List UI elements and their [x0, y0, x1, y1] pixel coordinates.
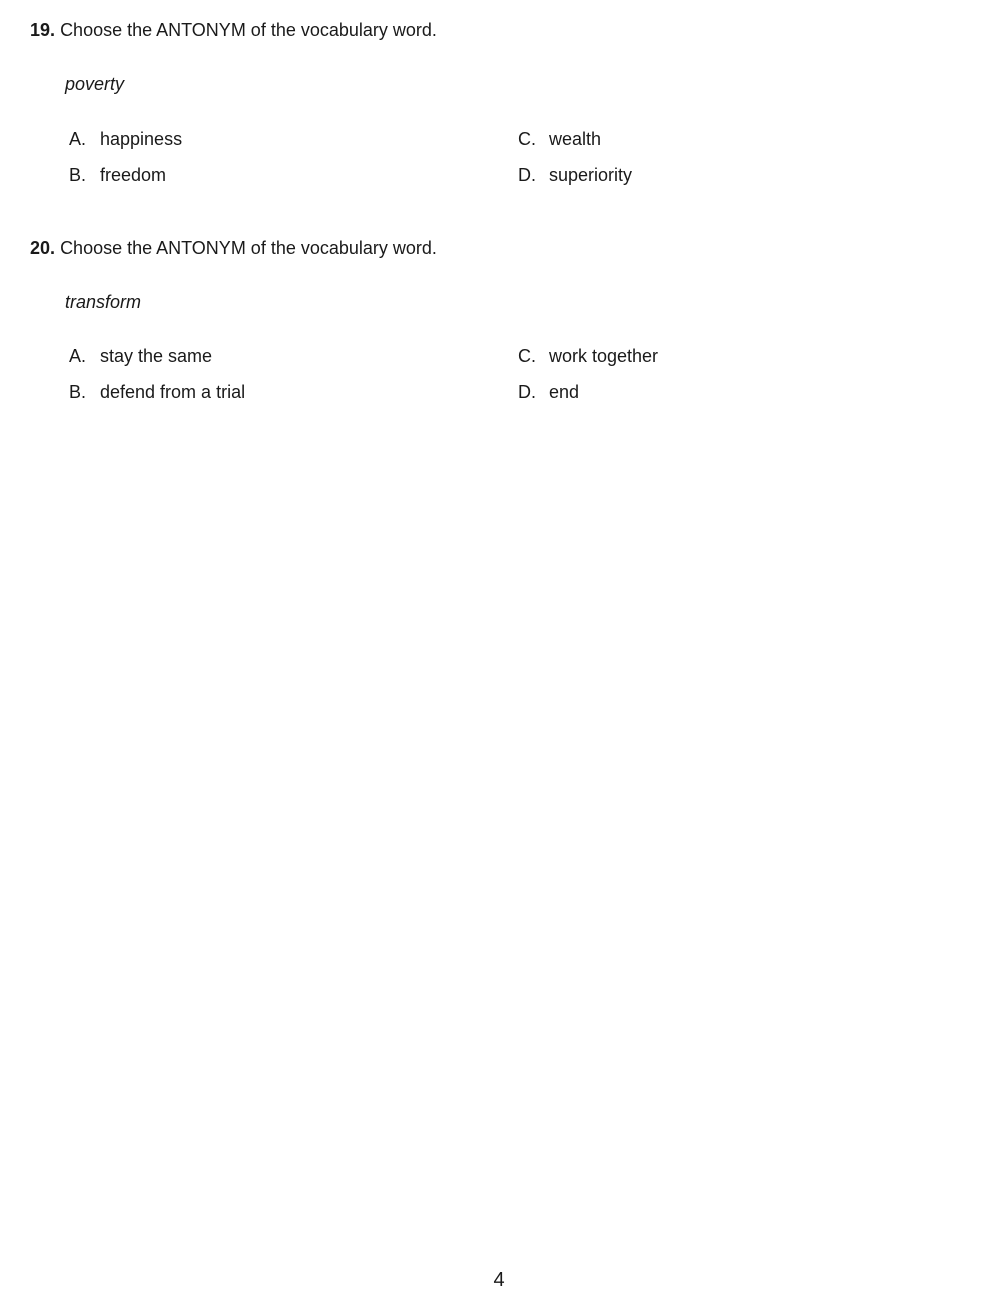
option-text: happiness [100, 129, 183, 149]
option-a[interactable] [69, 128, 182, 150]
option-text: end [549, 382, 580, 402]
vocabulary-word: transform [65, 292, 142, 312]
option-letter: D. [518, 382, 536, 402]
question-prompt: Choose the ANTONYM of the vocabulary word. [60, 238, 437, 258]
option-c[interactable] [518, 128, 601, 150]
option-b[interactable] [69, 381, 245, 403]
page-number: 4 [493, 1269, 505, 1291]
option-text: stay the same [100, 346, 213, 366]
option-text: wealth [549, 129, 602, 149]
question-number: 19 [30, 20, 51, 40]
option-d[interactable] [518, 164, 632, 186]
option-b[interactable] [69, 164, 166, 186]
option-text: work together [549, 346, 659, 366]
option-letter: A. [69, 346, 87, 366]
option-letter: B. [69, 382, 87, 402]
option-text: freedom [100, 165, 167, 185]
option-letter: C. [518, 346, 536, 366]
option-c[interactable] [518, 345, 658, 367]
question-header: 20. Choose the ANTONYM of the vocabulary word. [30, 238, 437, 258]
option-a[interactable] [69, 345, 212, 367]
option-letter: C. [518, 129, 536, 149]
option-text: defend from a trial [100, 382, 246, 402]
option-text: superiority [549, 165, 633, 185]
option-letter: A. [69, 129, 87, 149]
vocabulary-word: poverty [65, 74, 125, 94]
option-d[interactable] [518, 381, 579, 403]
option-letter: D. [518, 165, 536, 185]
question-header: 19. Choose the ANTONYM of the vocabulary word. [30, 20, 437, 40]
question-prompt: Choose the ANTONYM of the vocabulary word. [60, 20, 437, 40]
question-number: 20 [30, 238, 51, 258]
option-letter: B. [69, 165, 87, 185]
